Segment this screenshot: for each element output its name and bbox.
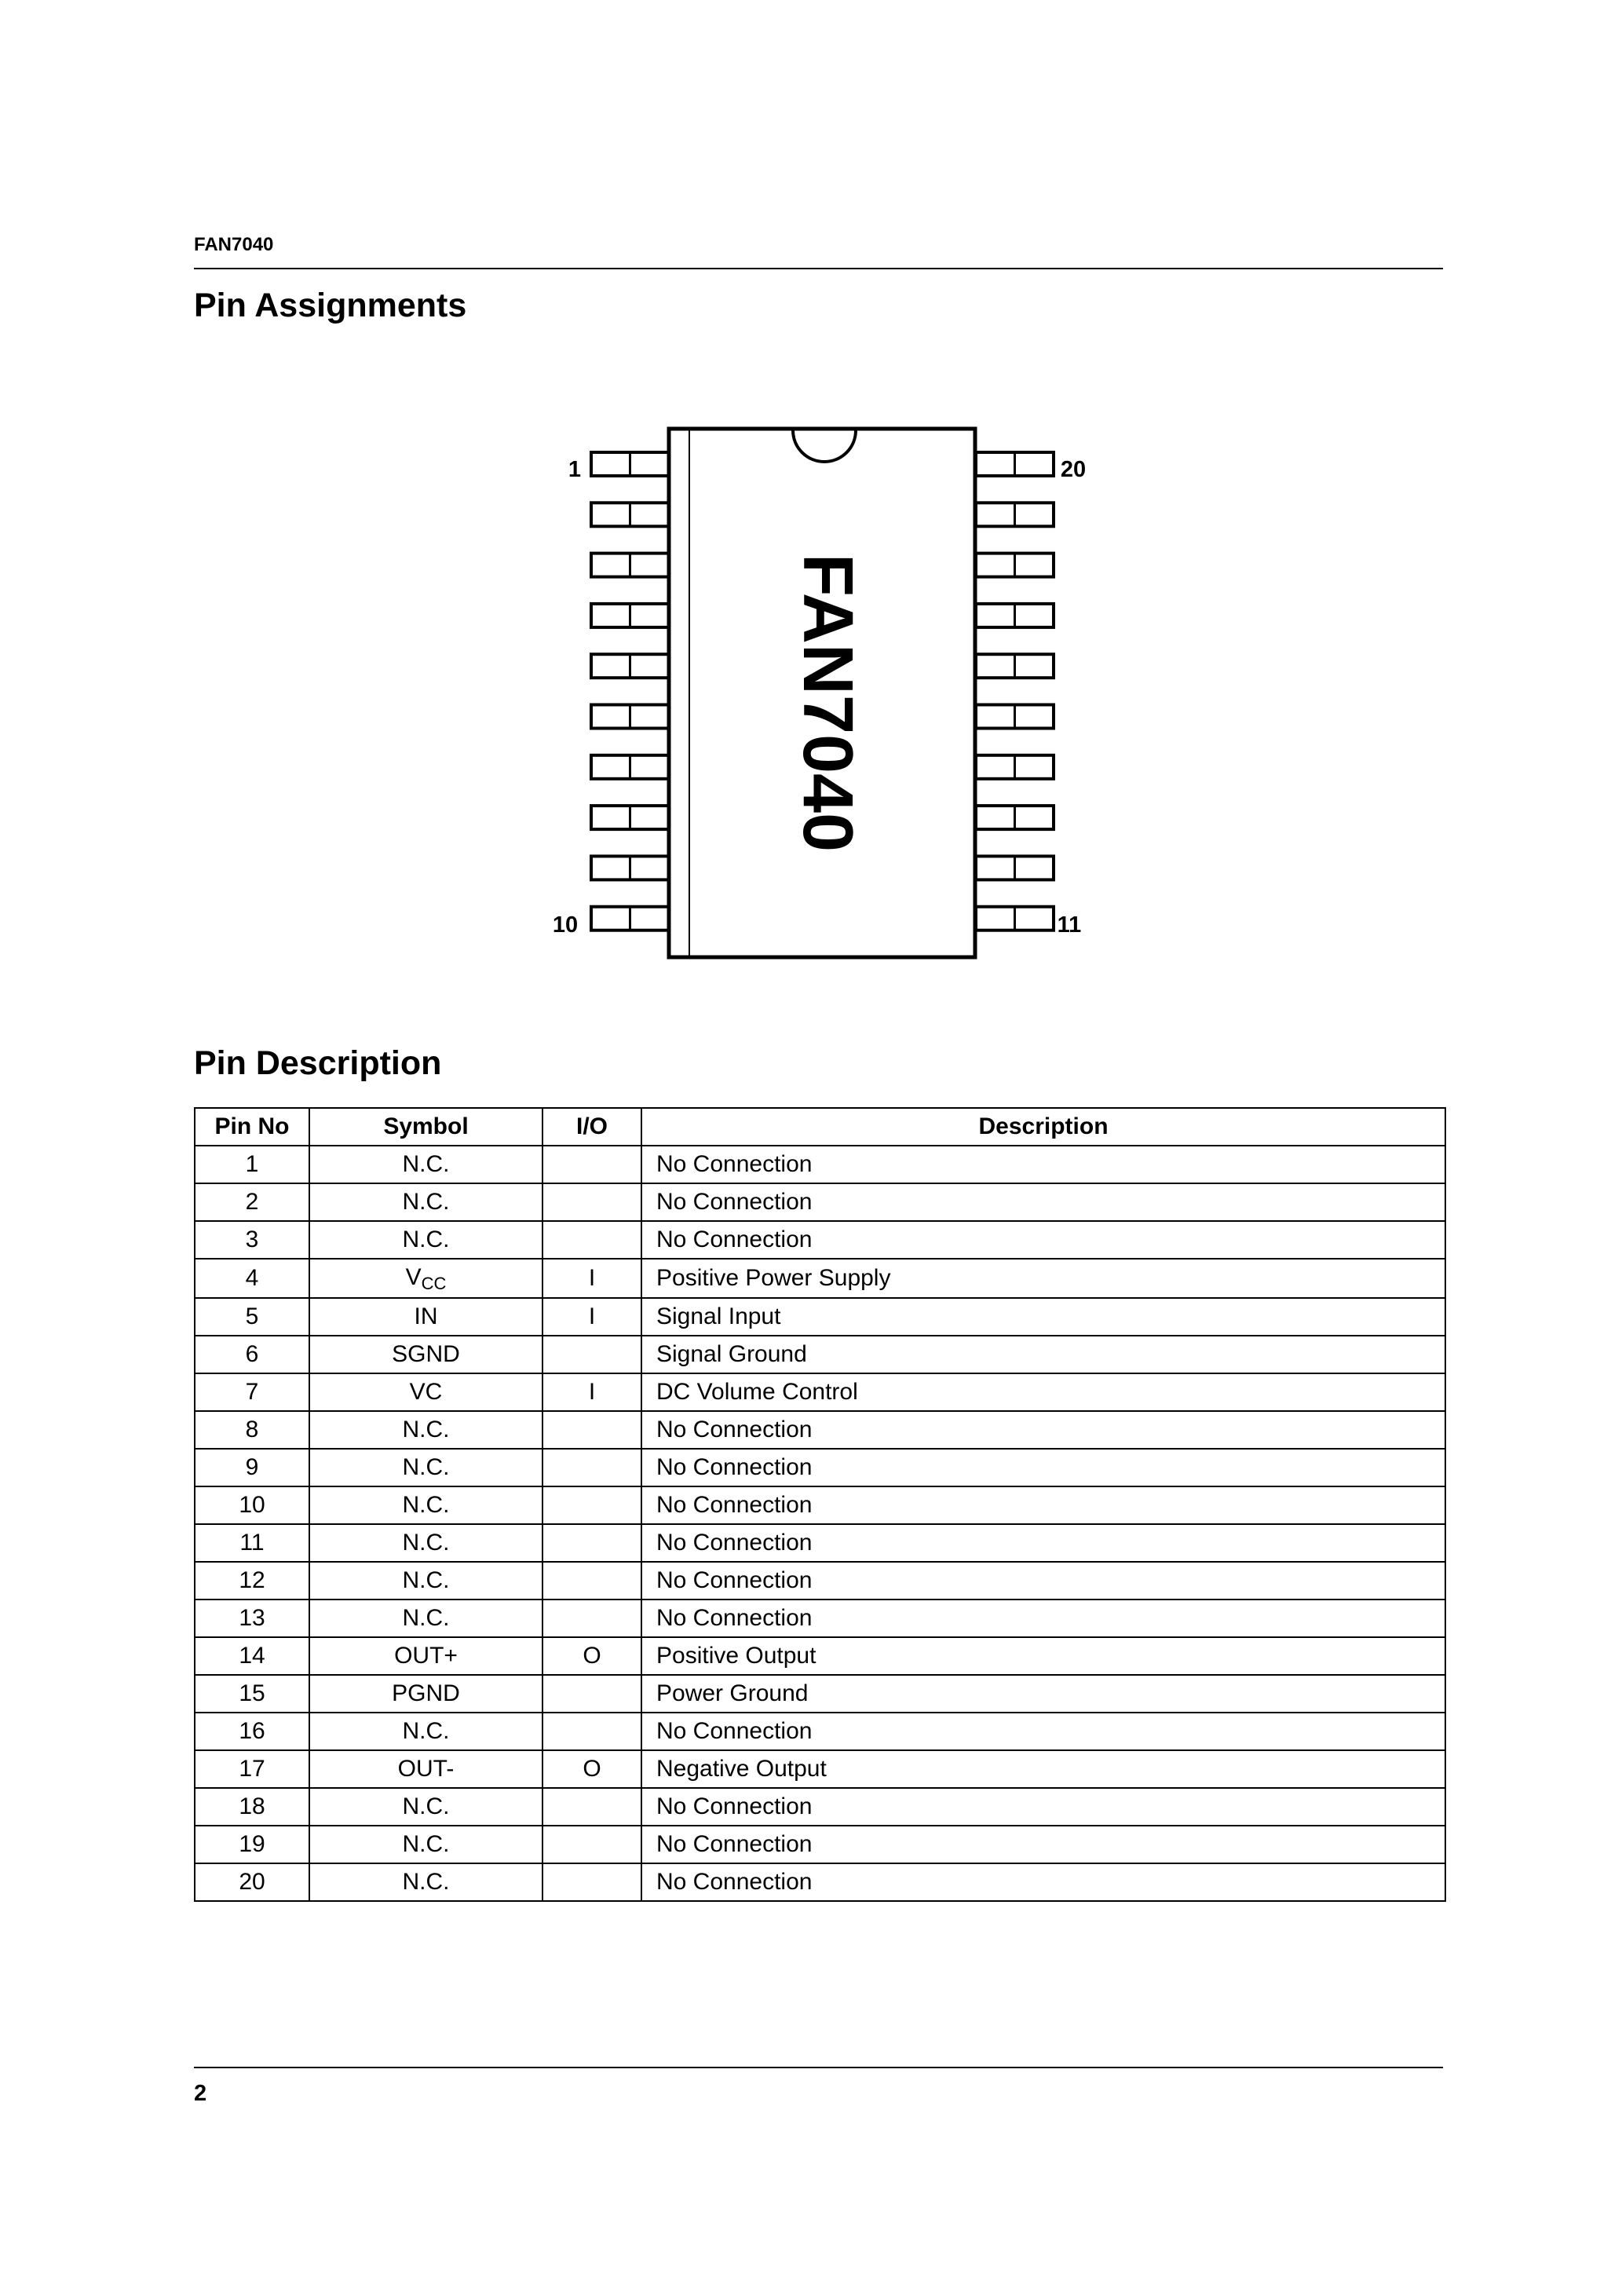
pin-label-11: 11 bbox=[1057, 912, 1082, 938]
cell-description: Positive Power Supply bbox=[641, 1259, 1445, 1298]
cell-io bbox=[542, 1411, 641, 1449]
cell-description: Power Ground bbox=[641, 1675, 1445, 1713]
cell-pin-no: 16 bbox=[195, 1713, 309, 1750]
cell-symbol: OUT+ bbox=[309, 1637, 542, 1675]
table-row bbox=[195, 1788, 1445, 1826]
cell-pin-no: 6 bbox=[195, 1336, 309, 1373]
pin-assignment-diagram bbox=[542, 424, 1107, 966]
cell-pin-no: 4 bbox=[195, 1259, 309, 1298]
pin-assignments-heading: Pin Assignments bbox=[194, 287, 467, 324]
table-row bbox=[195, 1562, 1445, 1600]
cell-io bbox=[542, 1449, 641, 1486]
cell-symbol: OUT- bbox=[309, 1750, 542, 1788]
cell-symbol: N.C. bbox=[309, 1411, 542, 1449]
cell-io bbox=[542, 1600, 641, 1637]
cell-description: No Connection bbox=[641, 1863, 1445, 1901]
cell-description: No Connection bbox=[641, 1221, 1445, 1259]
cell-description: DC Volume Control bbox=[641, 1373, 1445, 1411]
cell-io bbox=[542, 1524, 641, 1562]
table-row bbox=[195, 1221, 1445, 1259]
cell-symbol: N.C. bbox=[309, 1600, 542, 1637]
cell-symbol: N.C. bbox=[309, 1486, 542, 1524]
symbol-main: V bbox=[405, 1264, 422, 1290]
cell-symbol: IN bbox=[309, 1298, 542, 1336]
cell-pin-no: 7 bbox=[195, 1373, 309, 1411]
pin-label-10: 10 bbox=[552, 912, 579, 938]
header-pin-no: Pin No bbox=[195, 1108, 309, 1146]
header-rule bbox=[194, 268, 1443, 269]
table-row bbox=[195, 1713, 1445, 1750]
pin-description-table bbox=[194, 1107, 1446, 1902]
cell-symbol: SGND bbox=[309, 1336, 542, 1373]
cell-pin-no: 5 bbox=[195, 1298, 309, 1336]
cell-pin-no: 11 bbox=[195, 1524, 309, 1562]
cell-pin-no: 8 bbox=[195, 1411, 309, 1449]
cell-description: No Connection bbox=[641, 1788, 1445, 1826]
table-row bbox=[195, 1449, 1445, 1486]
cell-io bbox=[542, 1562, 641, 1600]
header-symbol: Symbol bbox=[309, 1108, 542, 1146]
table-row bbox=[195, 1863, 1445, 1901]
cell-io bbox=[542, 1675, 641, 1713]
cell-symbol: N.C. bbox=[309, 1221, 542, 1259]
cell-io bbox=[542, 1221, 641, 1259]
table-row bbox=[195, 1336, 1445, 1373]
cell-io: O bbox=[542, 1637, 641, 1675]
cell-pin-no: 17 bbox=[195, 1750, 309, 1788]
cell-io bbox=[542, 1183, 641, 1221]
cell-io: I bbox=[542, 1259, 641, 1298]
table-row bbox=[195, 1675, 1445, 1713]
cell-description: No Connection bbox=[641, 1562, 1445, 1600]
cell-io bbox=[542, 1486, 641, 1524]
table-row bbox=[195, 1486, 1445, 1524]
footer-rule bbox=[194, 2067, 1443, 2068]
cell-io: I bbox=[542, 1373, 641, 1411]
cell-io bbox=[542, 1863, 641, 1901]
cell-symbol: VC bbox=[309, 1373, 542, 1411]
table-row bbox=[195, 1183, 1445, 1221]
table-row bbox=[195, 1411, 1445, 1449]
cell-pin-no: 19 bbox=[195, 1826, 309, 1863]
cell-pin-no: 12 bbox=[195, 1562, 309, 1600]
cell-io: O bbox=[542, 1750, 641, 1788]
cell-symbol: N.C. bbox=[309, 1713, 542, 1750]
cell-description: No Connection bbox=[641, 1713, 1445, 1750]
cell-pin-no: 13 bbox=[195, 1600, 309, 1637]
cell-io bbox=[542, 1336, 641, 1373]
cell-symbol: N.C. bbox=[309, 1146, 542, 1183]
cell-symbol: N.C. bbox=[309, 1449, 542, 1486]
table-row bbox=[195, 1637, 1445, 1675]
cell-symbol: N.C. bbox=[309, 1562, 542, 1600]
cell-symbol: N.C. bbox=[309, 1826, 542, 1863]
table-row bbox=[195, 1524, 1445, 1562]
cell-pin-no: 15 bbox=[195, 1675, 309, 1713]
table-row bbox=[195, 1298, 1445, 1336]
cell-description: Positive Output bbox=[641, 1637, 1445, 1675]
cell-pin-no: 18 bbox=[195, 1788, 309, 1826]
table-row bbox=[195, 1600, 1445, 1637]
cell-io bbox=[542, 1826, 641, 1863]
cell-description: No Connection bbox=[641, 1600, 1445, 1637]
pin-label-1: 1 bbox=[568, 457, 582, 482]
page-number: 2 bbox=[194, 2081, 207, 2106]
table-row bbox=[195, 1373, 1445, 1411]
cell-description: Signal Ground bbox=[641, 1336, 1445, 1373]
cell-io bbox=[542, 1788, 641, 1826]
document-header-title: FAN7040 bbox=[194, 234, 274, 255]
cell-description: Signal Input bbox=[641, 1298, 1445, 1336]
header-io: I/O bbox=[542, 1108, 641, 1146]
cell-symbol bbox=[309, 1259, 542, 1298]
cell-description: No Connection bbox=[641, 1524, 1445, 1562]
cell-io bbox=[542, 1146, 641, 1183]
pin-description-heading: Pin Description bbox=[194, 1044, 442, 1082]
pin-label-20: 20 bbox=[1060, 457, 1087, 482]
cell-pin-no: 20 bbox=[195, 1863, 309, 1901]
cell-io bbox=[542, 1713, 641, 1750]
header-description: Description bbox=[641, 1108, 1445, 1146]
cell-pin-no: 14 bbox=[195, 1637, 309, 1675]
cell-pin-no: 1 bbox=[195, 1146, 309, 1183]
cell-symbol: PGND bbox=[309, 1675, 542, 1713]
table-row bbox=[195, 1750, 1445, 1788]
cell-description: No Connection bbox=[641, 1486, 1445, 1524]
table-row bbox=[195, 1826, 1445, 1863]
table-header-row bbox=[195, 1108, 1445, 1146]
cell-symbol: N.C. bbox=[309, 1788, 542, 1826]
cell-description: No Connection bbox=[641, 1411, 1445, 1449]
symbol-subscript: CC bbox=[421, 1274, 447, 1293]
cell-description: No Connection bbox=[641, 1183, 1445, 1221]
cell-pin-no: 9 bbox=[195, 1449, 309, 1486]
cell-description: Negative Output bbox=[641, 1750, 1445, 1788]
cell-pin-no: 10 bbox=[195, 1486, 309, 1524]
cell-symbol: N.C. bbox=[309, 1524, 542, 1562]
cell-pin-no: 2 bbox=[195, 1183, 309, 1221]
cell-description: No Connection bbox=[641, 1826, 1445, 1863]
cell-description: No Connection bbox=[641, 1449, 1445, 1486]
cell-symbol: N.C. bbox=[309, 1183, 542, 1221]
table-row bbox=[195, 1146, 1445, 1183]
cell-description: No Connection bbox=[641, 1146, 1445, 1183]
cell-pin-no: 3 bbox=[195, 1221, 309, 1259]
ic-part-label: FAN7040 bbox=[788, 553, 868, 853]
table-row bbox=[195, 1259, 1445, 1298]
cell-symbol: N.C. bbox=[309, 1863, 542, 1901]
cell-io: I bbox=[542, 1298, 641, 1336]
